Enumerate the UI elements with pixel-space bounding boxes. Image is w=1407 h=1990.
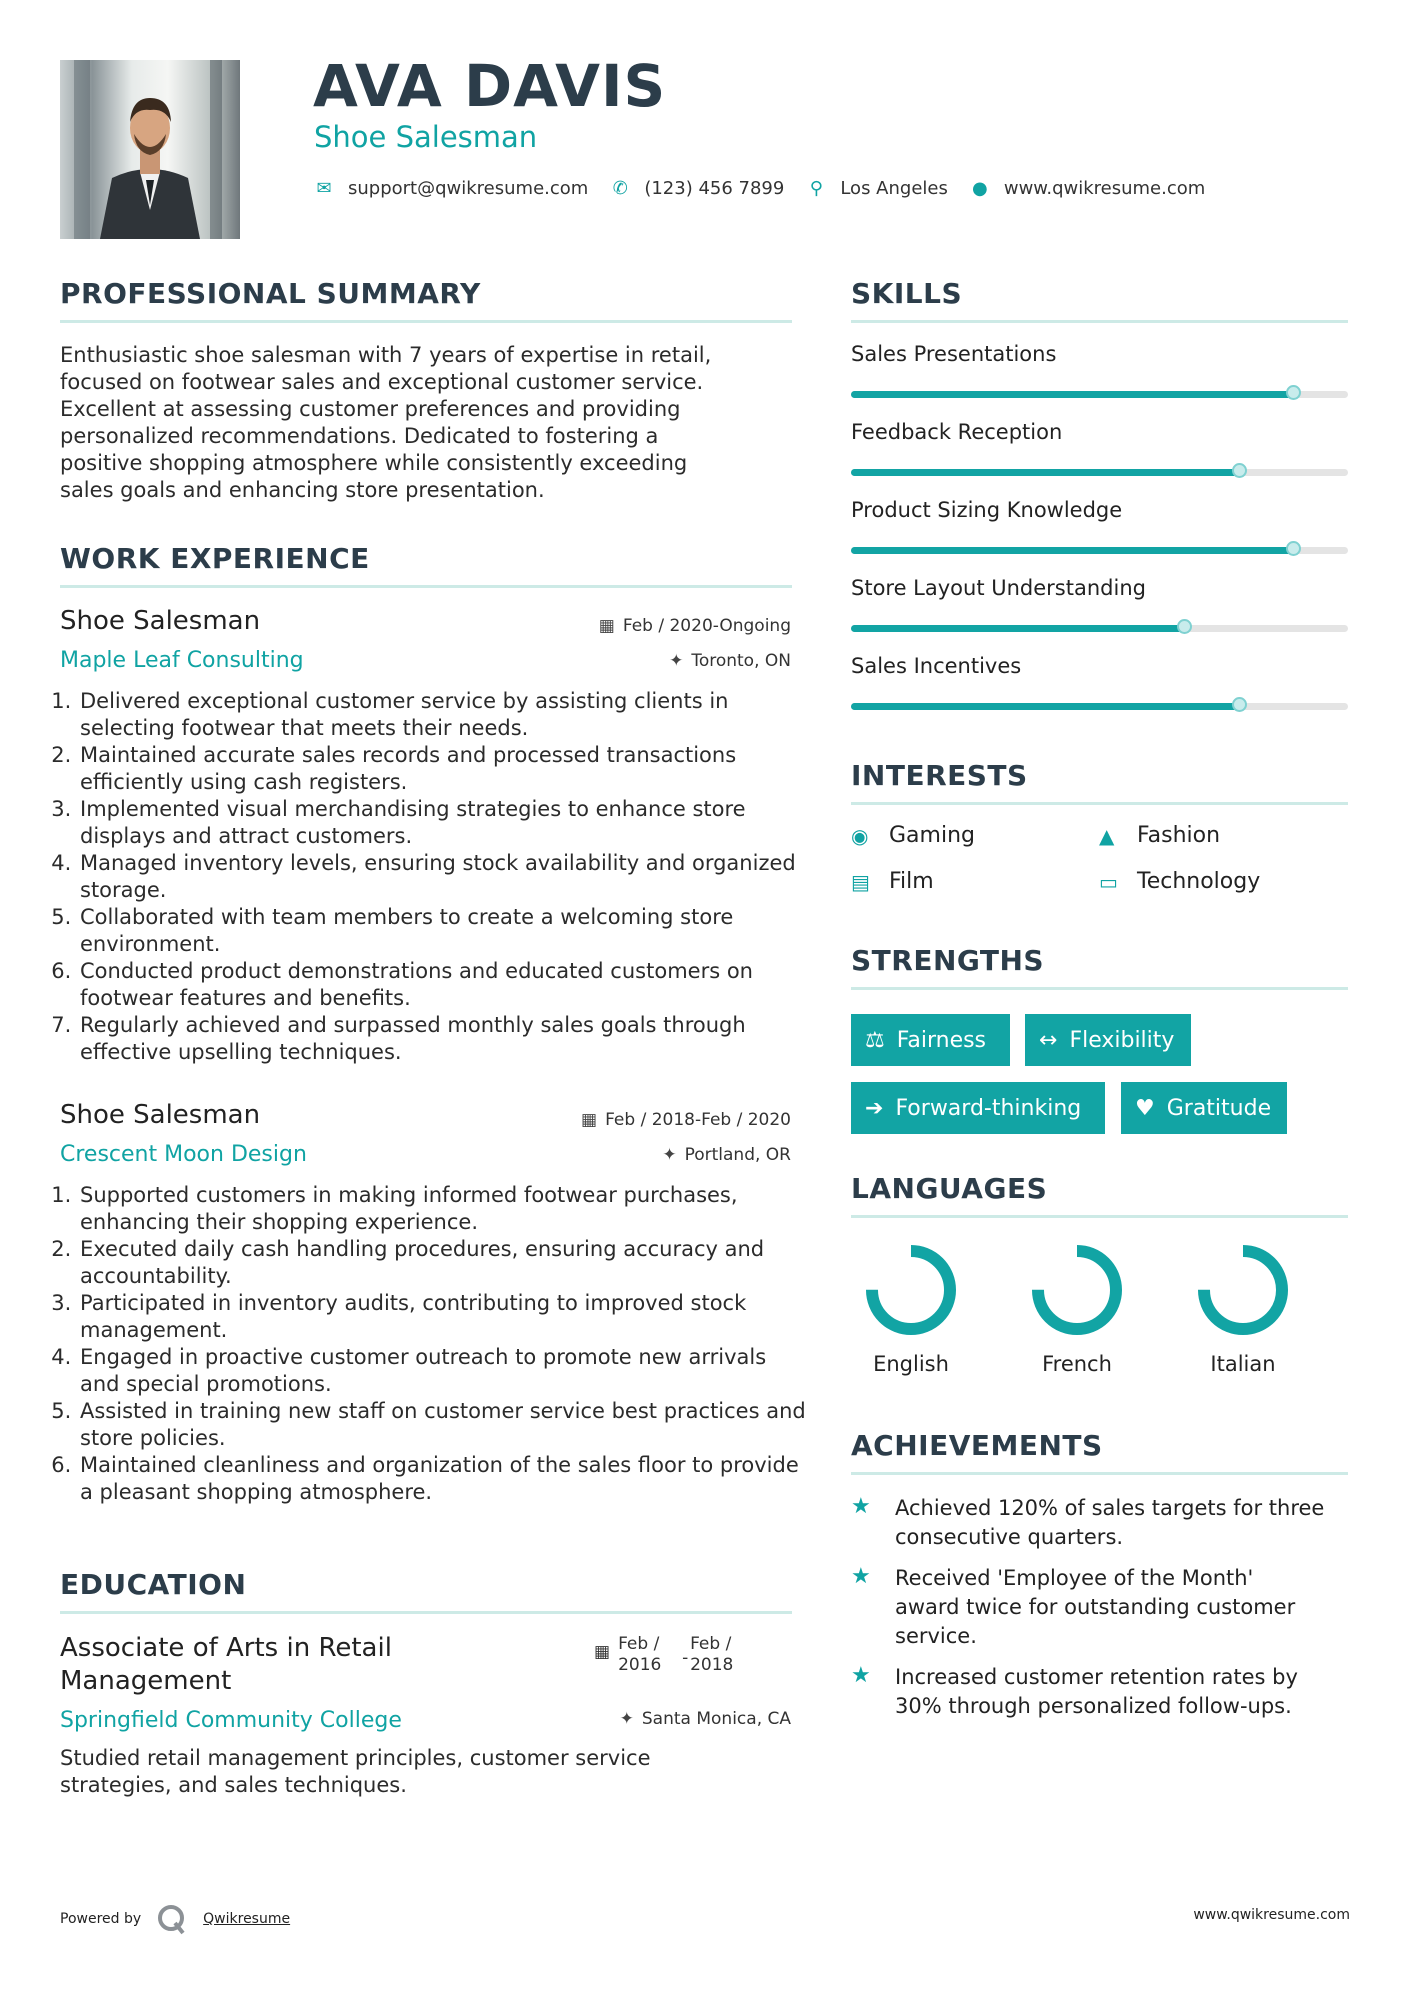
job-date-text: Feb / 2018-Feb / 2020: [605, 1110, 791, 1130]
job-date-text: Feb / 2020-Ongoing: [622, 616, 791, 636]
list-item: 5. Collaborated with team members to create a welcoming store environment.: [78, 904, 810, 958]
achievement-line: Achieved 120% of sales targets for three: [895, 1496, 1325, 1520]
language-name: Italian: [1210, 1352, 1276, 1376]
job-date: [599, 616, 791, 636]
summary-line: focused on footwear sales and exceptional customer service.: [60, 370, 704, 394]
achievement-line: consecutive quarters.: [895, 1525, 1124, 1549]
calendar-icon: ▦: [594, 1642, 611, 1662]
skill-name: Store Layout Understanding: [851, 576, 1146, 600]
skill-bar: [851, 547, 1348, 554]
footer-powered-by: [60, 1902, 290, 1936]
education-heading: EDUCATION: [60, 1568, 247, 1601]
calendar-icon: ▦: [581, 1110, 598, 1130]
powered-by-text: Powered by: [60, 1911, 142, 1927]
achievement-line: 30% through personalized follow-ups.: [895, 1694, 1292, 1718]
star-icon: ★: [851, 1663, 871, 1688]
phone-text: (123) 456 7899: [644, 178, 785, 199]
strength-chip: [851, 1014, 1010, 1066]
contact-website[interactable]: [970, 178, 1205, 199]
job-location: [669, 651, 791, 671]
skill-bar-fill: [851, 625, 1184, 632]
education-location-text: Santa Monica, CA: [641, 1709, 791, 1729]
skill-bar-knob: [1286, 385, 1301, 400]
skill-bar: [851, 703, 1348, 710]
skill-name: Product Sizing Knowledge: [851, 498, 1123, 522]
interest-label: Technology: [1137, 869, 1261, 894]
language-name: English: [873, 1352, 949, 1376]
calendar-icon: ▦: [598, 616, 615, 636]
skill-name: Sales Incentives: [851, 654, 1022, 678]
skill-bar: [851, 625, 1348, 632]
skill-bar-fill: [851, 469, 1239, 476]
work-divider: [60, 585, 792, 588]
interest-item: [851, 869, 934, 894]
education-end: Feb / 2018: [690, 1634, 734, 1675]
languages-heading: LANGUAGES: [851, 1172, 1048, 1205]
achievement-line: Increased customer retention rates by: [895, 1665, 1298, 1689]
education-divider: [60, 1611, 792, 1614]
list-item: 1. Delivered exceptional customer service by assisting clients in selecting footwear that meets their needs.: [78, 688, 810, 742]
map-pin-icon: ⚲: [809, 178, 823, 199]
gamepad-icon: ◉: [851, 823, 869, 848]
strength-label: Flexibility: [1069, 1027, 1175, 1053]
language-item: [1173, 1240, 1313, 1376]
interests-divider: [851, 802, 1348, 805]
footer-url[interactable]: www.qwikresume.com: [1193, 1907, 1350, 1923]
list-item: 5. Assisted in training new staff on customer service best practices and store policies.: [78, 1398, 810, 1452]
strength-chip: [1025, 1014, 1191, 1066]
list-item: 6. Maintained cleanliness and organization of the sales floor to provide a pleasant shopping atmosphere.: [78, 1452, 810, 1506]
job-title: Shoe Salesman: [60, 606, 261, 636]
globe-icon: ●: [971, 178, 988, 199]
summary-text: [60, 342, 800, 504]
skill-name: Feedback Reception: [851, 420, 1063, 444]
achievement-line: service.: [895, 1624, 977, 1648]
achievement-line: award twice for outstanding customer: [895, 1595, 1296, 1619]
achievement-item: [851, 1564, 1295, 1651]
pushpin-icon: ✦: [662, 1145, 677, 1165]
list-item: 3. Implemented visual merchandising strategies to enhance store displays and attract customers.: [78, 796, 810, 850]
qwikresume-logo-icon: [155, 1902, 189, 1936]
skill-bar-knob: [1286, 541, 1301, 556]
summary-line: Enthusiastic shoe salesman with 7 years of expertise in retail,: [60, 343, 712, 367]
language-ring: [1027, 1240, 1127, 1340]
job-title: Shoe Salesman: [60, 1100, 261, 1130]
summary-divider: [60, 320, 792, 323]
star-icon: ★: [851, 1494, 871, 1519]
strength-label: Gratitude: [1166, 1095, 1272, 1121]
work-heading: WORK EXPERIENCE: [60, 542, 370, 575]
list-item: 2. Maintained accurate sales records and processed transactions efficiently using cash registers.: [78, 742, 810, 796]
achievement-line: Received 'Employee of the Month': [895, 1566, 1254, 1590]
interest-label: Fashion: [1137, 823, 1221, 848]
summary-line: Excellent at assessing customer preferences and providing: [60, 397, 681, 421]
skills-divider: [851, 320, 1348, 323]
contact-bar: [314, 178, 1227, 199]
strengths-divider: [851, 987, 1348, 990]
interest-label: Film: [889, 869, 934, 894]
arrows-horizontal-icon: ↔: [1039, 1027, 1058, 1053]
achievements-divider: [851, 1472, 1348, 1475]
skill-bar-knob: [1232, 697, 1247, 712]
strength-label: Fairness: [896, 1027, 987, 1053]
website-text: www.qwikresume.com: [1003, 178, 1206, 199]
summary-line: sales goals and enhancing store presentation.: [60, 478, 545, 502]
education-dates: ▦ Feb / 2016 - Feb / 2018: [594, 1634, 750, 1676]
contact-email[interactable]: [314, 178, 588, 199]
list-item: 1. Supported customers in making informed footwear purchases, enhancing their shopping experience.: [78, 1182, 810, 1236]
contact-location: [806, 178, 948, 199]
strength-chip: [851, 1082, 1105, 1134]
email-text: support@qwikresume.com: [348, 178, 589, 199]
contact-phone[interactable]: [610, 178, 784, 199]
interest-label: Gaming: [889, 823, 975, 848]
envelope-icon: ✉: [316, 178, 332, 199]
pushpin-icon: ✦: [669, 651, 684, 671]
list-item: 2. Executed daily cash handling procedures, ensuring accuracy and accountability.: [78, 1236, 810, 1290]
strengths-heading: STRENGTHS: [851, 944, 1045, 977]
location-text: Los Angeles: [840, 178, 948, 199]
skill-bar: [851, 469, 1348, 476]
shopping-bag-icon: ▲: [1099, 823, 1115, 848]
job-bullets: [60, 688, 810, 1066]
degree-title: [60, 1632, 392, 1698]
skills-heading: SKILLS: [851, 277, 963, 310]
star-icon: ★: [851, 1564, 871, 1589]
language-ring: [1193, 1240, 1293, 1340]
interest-item: [851, 823, 975, 848]
languages-divider: [851, 1215, 1348, 1218]
language-item: [1007, 1240, 1147, 1376]
arrow-right-icon: ➔: [865, 1095, 884, 1121]
brand-link[interactable]: Qwikresume: [203, 1911, 291, 1927]
list-item: 3. Participated in inventory audits, contributing to improved stock management.: [78, 1290, 810, 1344]
language-ring: [861, 1240, 961, 1340]
education-description: [60, 1745, 792, 1799]
candidate-title: Shoe Salesman: [314, 120, 538, 154]
job-location-text: Portland, OR: [684, 1145, 791, 1165]
list-item: 6. Conducted product demonstrations and educated customers on footwear features and benefits.: [78, 958, 810, 1012]
skill-name: Sales Presentations: [851, 342, 1057, 366]
strength-chip: [1121, 1082, 1287, 1134]
skill-bar-fill: [851, 547, 1293, 554]
degree-line: Management: [60, 1666, 232, 1696]
education-start: Feb / 2016: [618, 1634, 662, 1675]
list-item: 7. Regularly achieved and surpassed monthly sales goals through effective upselling techniques.: [78, 1012, 810, 1066]
laptop-icon: ▭: [1099, 869, 1118, 894]
job-location-text: Toronto, ON: [691, 651, 791, 671]
job-company: Crescent Moon Design: [60, 1142, 307, 1167]
film-icon: ▤: [851, 869, 870, 894]
pushpin-icon: ✦: [619, 1709, 634, 1729]
skill-bar-knob: [1177, 619, 1192, 634]
list-item: 4. Managed inventory levels, ensuring stock availability and organized storage.: [78, 850, 810, 904]
interest-item: [1099, 823, 1220, 848]
job-location: [662, 1145, 791, 1165]
job-bullets: [60, 1182, 810, 1506]
achievement-item: [851, 1494, 1324, 1552]
list-item: 4. Engaged in proactive customer outreach to promote new arrivals and special promotions.: [78, 1344, 810, 1398]
job-date: [581, 1110, 791, 1130]
interests-heading: INTERESTS: [851, 759, 1028, 792]
strength-label: Forward-thinking: [895, 1095, 1082, 1121]
education-location: [620, 1709, 791, 1729]
profile-photo: [60, 60, 240, 239]
summary-heading: PROFESSIONAL SUMMARY: [60, 277, 481, 310]
summary-line: personalized recommendations. Dedicated to fostering a: [60, 424, 659, 448]
language-item: [841, 1240, 981, 1376]
education-line: Studied retail management principles, customer service: [60, 1746, 651, 1770]
skill-bar-fill: [851, 703, 1239, 710]
achievement-item: [851, 1663, 1298, 1721]
degree-line: Associate of Arts in Retail: [60, 1633, 392, 1663]
phone-icon: ✆: [612, 178, 628, 199]
achievements-heading: ACHIEVEMENTS: [851, 1429, 1103, 1462]
skill-bar: [851, 391, 1348, 398]
interest-item: [1099, 869, 1260, 894]
language-name: French: [1042, 1352, 1112, 1376]
summary-line: positive shopping atmosphere while consistently exceeding: [60, 451, 688, 475]
heart-icon: ♥: [1135, 1095, 1155, 1121]
skill-bar-knob: [1232, 463, 1247, 478]
school-name: Springfield Community College: [60, 1708, 402, 1733]
job-company: Maple Leaf Consulting: [60, 648, 304, 673]
scale-icon: ⚖: [865, 1027, 885, 1053]
education-line: strategies, and sales techniques.: [60, 1773, 407, 1797]
candidate-name: AVA DAVIS: [313, 52, 667, 120]
skill-bar-fill: [851, 391, 1293, 398]
